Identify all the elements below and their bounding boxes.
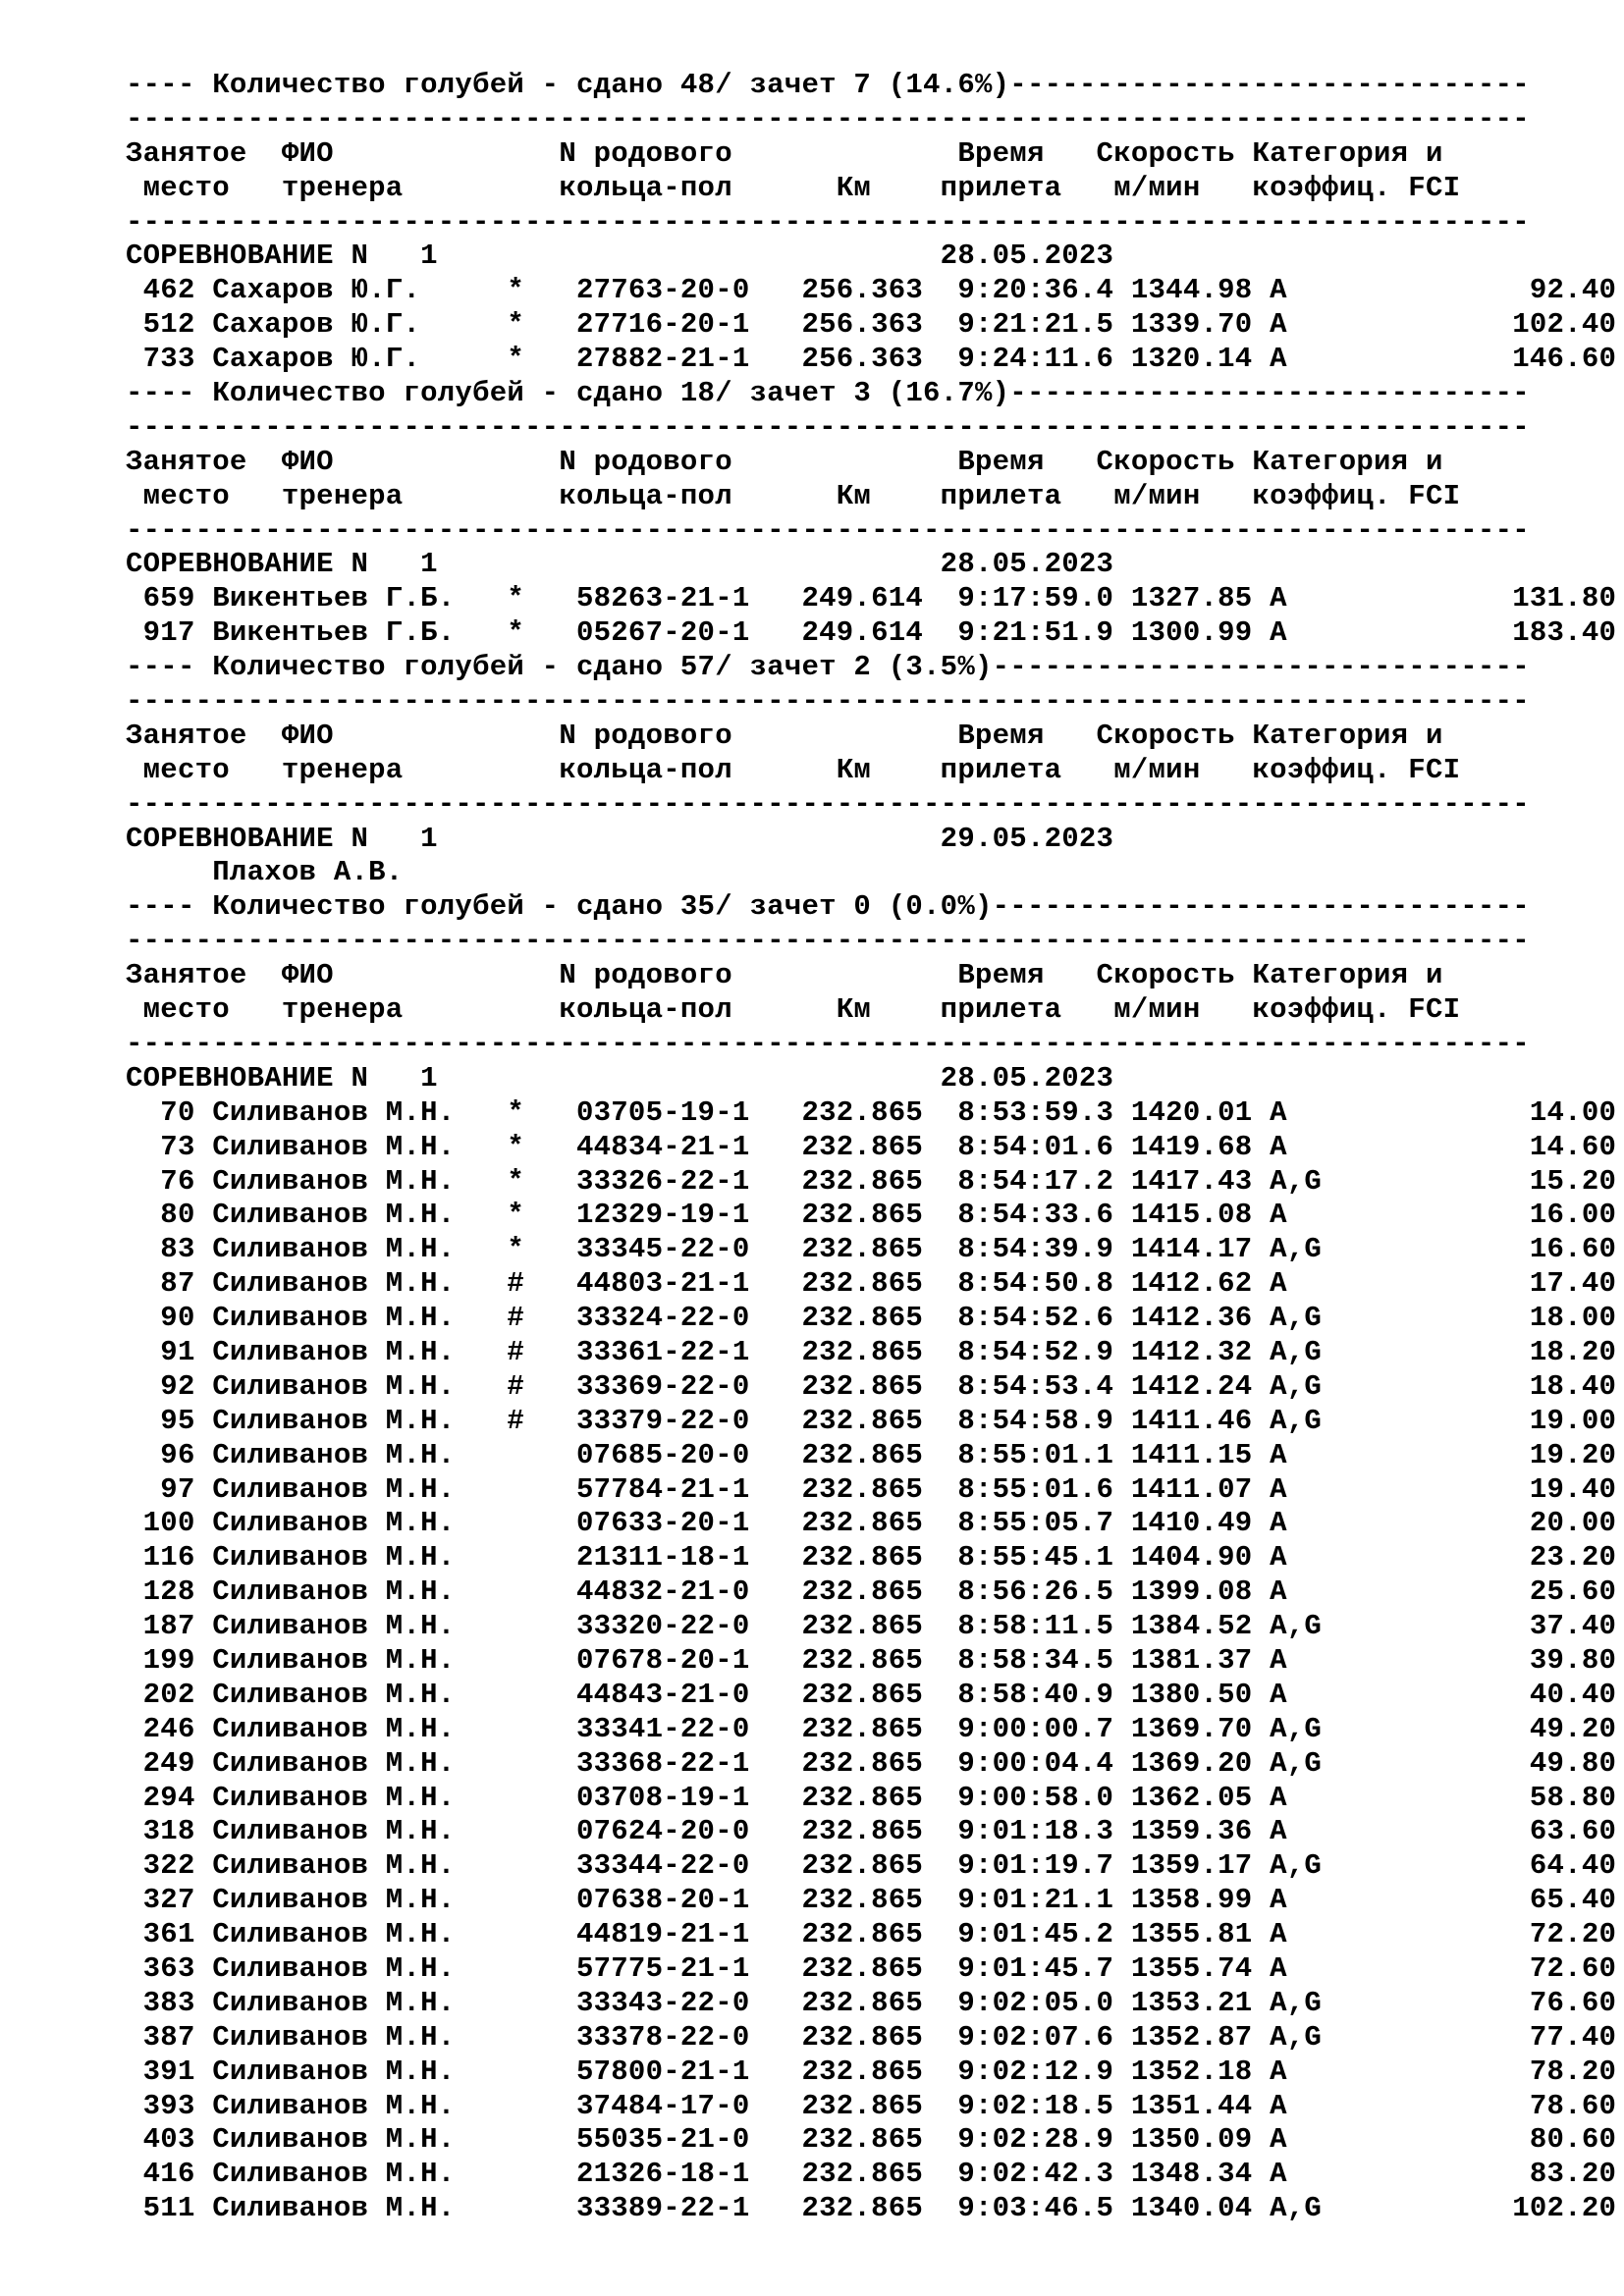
results-page: [126, 69, 1617, 2226]
participant-name: Плахов А.В.: [126, 856, 404, 889]
result-row: 733 Сахаров Ю.Г. * 27882-21-1 256.363 9:24:11.6 1320.14 A 146.60: [126, 343, 1617, 376]
result-row: 462 Сахаров Ю.Г. * 27763-20-0 256.363 9:20:36.4 1344.98 A 92.40: [126, 274, 1617, 307]
result-row: 97 Силиванов М.Н. 57784-21-1 232.865 8:55:01.6 1411.07 A 19.40: [126, 1472, 1617, 1506]
separator-line: ---------------------------------------------------------------------------------: [126, 1027, 1530, 1060]
section-summary: ---- Количество голубей - сдано 57/ зачет 2 (3.5%)-------------------------------: [126, 651, 1530, 684]
separator-line: ---------------------------------------------------------------------------------: [126, 685, 1530, 719]
column-header: Занятое ФИО N родового Время Скорость Категория и: [126, 719, 1443, 752]
column-header: место тренера кольца-пол Км прилета м/мин коэффиц. FCI: [126, 171, 1461, 204]
result-row: 363 Силиванов М.Н. 57775-21-1 232.865 9:01:45.7 1355.74 A 72.60: [126, 1951, 1617, 1985]
result-row: 96 Силиванов М.Н. 07685-20-0 232.865 8:55:01.1 1411.15 A 19.20: [126, 1438, 1617, 1471]
result-row: 83 Силиванов М.Н. * 33345-22-0 232.865 8:54:39.9 1414.17 A,G 16.60: [126, 1233, 1617, 1266]
result-row: 100 Силиванов М.Н. 07633-20-1 232.865 8:55:05.7 1410.49 A 20.00: [126, 1507, 1617, 1540]
result-row: 76 Силиванов М.Н. * 33326-22-1 232.865 8:54:17.2 1417.43 A,G 15.20: [126, 1164, 1617, 1198]
result-row: 95 Силиванов М.Н. # 33379-22-0 232.865 8:54:58.9 1411.46 A,G 19.00: [126, 1404, 1617, 1437]
result-row: 249 Силиванов М.Н. 33368-22-1 232.865 9:00:04.4 1369.20 A,G 49.80: [126, 1746, 1617, 1780]
result-row: 91 Силиванов М.Н. # 33361-22-1 232.865 8:54:52.9 1412.32 A,G 18.20: [126, 1335, 1617, 1368]
result-row: 80 Силиванов М.Н. * 12329-19-1 232.865 8:54:33.6 1415.08 A 16.00: [126, 1199, 1617, 1232]
result-row: 87 Силиванов М.Н. # 44803-21-1 232.865 8:54:50.8 1412.62 A 17.40: [126, 1267, 1617, 1301]
result-row: 387 Силиванов М.Н. 33378-22-0 232.865 9:02:07.6 1352.87 A,G 77.40: [126, 2020, 1617, 2054]
column-header: Занятое ФИО N родового Время Скорость Категория и: [126, 136, 1443, 170]
separator-line: ---------------------------------------------------------------------------------: [126, 410, 1530, 444]
result-row: 512 Сахаров Ю.Г. * 27716-20-1 256.363 9:21:21.5 1339.70 A 102.40: [126, 308, 1617, 342]
result-row: 416 Силиванов М.Н. 21326-18-1 232.865 9:02:42.3 1348.34 A 83.20: [126, 2158, 1617, 2191]
separator-line: ---------------------------------------------------------------------------------: [126, 205, 1530, 239]
result-row: 361 Силиванов М.Н. 44819-21-1 232.865 9:01:45.2 1355.81 A 72.20: [126, 1918, 1617, 1951]
separator-line: ---------------------------------------------------------------------------------: [126, 513, 1530, 547]
result-row: 327 Силиванов М.Н. 07638-20-1 232.865 9:01:21.1 1358.99 A 65.40: [126, 1884, 1617, 1917]
column-header: место тренера кольца-пол Км прилета м/мин коэффиц. FCI: [126, 753, 1461, 786]
result-row: 199 Силиванов М.Н. 07678-20-1 232.865 8:58:34.5 1381.37 A 39.80: [126, 1643, 1617, 1677]
result-row: 917 Викентьев Г.Б. * 05267-20-1 249.614 9:21:51.9 1300.99 A 183.40: [126, 616, 1617, 650]
result-row: 383 Силиванов М.Н. 33343-22-0 232.865 9:02:05.0 1353.21 A,G 76.60: [126, 1986, 1617, 2019]
result-row: 92 Силиванов М.Н. # 33369-22-0 232.865 8:54:53.4 1412.24 A,G 18.40: [126, 1369, 1617, 1403]
column-header: место тренера кольца-пол Км прилета м/мин коэффиц. FCI: [126, 993, 1461, 1027]
result-row: 294 Силиванов М.Н. 03708-19-1 232.865 9:00:58.0 1362.05 A 58.80: [126, 1781, 1617, 1814]
result-row: 246 Силиванов М.Н. 33341-22-0 232.865 9:00:00.7 1369.70 A,G 49.20: [126, 1712, 1617, 1745]
column-header: Занятое ФИО N родового Время Скорость Категория и: [126, 959, 1443, 992]
competition-header: СОРЕВНОВАНИЕ N 1 28.05.2023: [126, 1061, 1114, 1095]
section-summary: ---- Количество голубей - сдано 35/ зачет 0 (0.0%)-------------------------------: [126, 890, 1530, 924]
result-row: 70 Силиванов М.Н. * 03705-19-1 232.865 8:53:59.3 1420.01 A 14.00: [126, 1095, 1617, 1129]
result-row: 403 Силиванов М.Н. 55035-21-0 232.865 9:02:28.9 1350.09 A 80.60: [126, 2123, 1617, 2157]
result-row: 116 Силиванов М.Н. 21311-18-1 232.865 8:55:45.1 1404.90 A 23.20: [126, 1541, 1617, 1575]
separator-line: ---------------------------------------------------------------------------------: [126, 102, 1530, 135]
column-header: Занятое ФИО N родового Время Скорость Категория и: [126, 445, 1443, 478]
result-row: 90 Силиванов М.Н. # 33324-22-0 232.865 8:54:52.6 1412.36 A,G 18.00: [126, 1302, 1617, 1335]
result-row: 187 Силиванов М.Н. 33320-22-0 232.865 8:58:11.5 1384.52 A,G 37.40: [126, 1610, 1617, 1643]
competition-header: СОРЕВНОВАНИЕ N 1 28.05.2023: [126, 240, 1114, 273]
result-row: 128 Силиванов М.Н. 44832-21-0 232.865 8:56:26.5 1399.08 A 25.60: [126, 1575, 1617, 1609]
competition-header: СОРЕВНОВАНИЕ N 1 29.05.2023: [126, 822, 1114, 855]
section-summary: ---- Количество голубей - сдано 18/ зачет 3 (16.7%)------------------------------: [126, 377, 1530, 410]
result-row: 393 Силиванов М.Н. 37484-17-0 232.865 9:02:18.5 1351.44 A 78.60: [126, 2089, 1617, 2122]
result-row: 202 Силиванов М.Н. 44843-21-0 232.865 8:58:40.9 1380.50 A 40.40: [126, 1678, 1617, 1711]
section-summary: ---- Количество голубей - сдано 48/ зачет 7 (14.6%)------------------------------: [126, 69, 1530, 101]
result-row: 511 Силиванов М.Н. 33389-22-1 232.865 9:03:46.5 1340.04 A,G 102.20: [126, 2192, 1617, 2225]
competition-header: СОРЕВНОВАНИЕ N 1 28.05.2023: [126, 548, 1114, 581]
separator-line: ---------------------------------------------------------------------------------: [126, 787, 1530, 821]
result-row: 391 Силиванов М.Н. 57800-21-1 232.865 9:02:12.9 1352.18 A 78.20: [126, 2055, 1617, 2088]
result-row: 659 Викентьев Г.Б. * 58263-21-1 249.614 9:17:59.0 1327.85 A 131.80: [126, 582, 1617, 615]
separator-line: ---------------------------------------------------------------------------------: [126, 925, 1530, 958]
result-row: 73 Силиванов М.Н. * 44834-21-1 232.865 8:54:01.6 1419.68 A 14.60: [126, 1130, 1617, 1163]
column-header: место тренера кольца-пол Км прилета м/мин коэффиц. FCI: [126, 479, 1461, 512]
result-row: 318 Силиванов М.Н. 07624-20-0 232.865 9:01:18.3 1359.36 A 63.60: [126, 1815, 1617, 1848]
result-row: 322 Силиванов М.Н. 33344-22-0 232.865 9:01:19.7 1359.17 A,G 64.40: [126, 1849, 1617, 1883]
